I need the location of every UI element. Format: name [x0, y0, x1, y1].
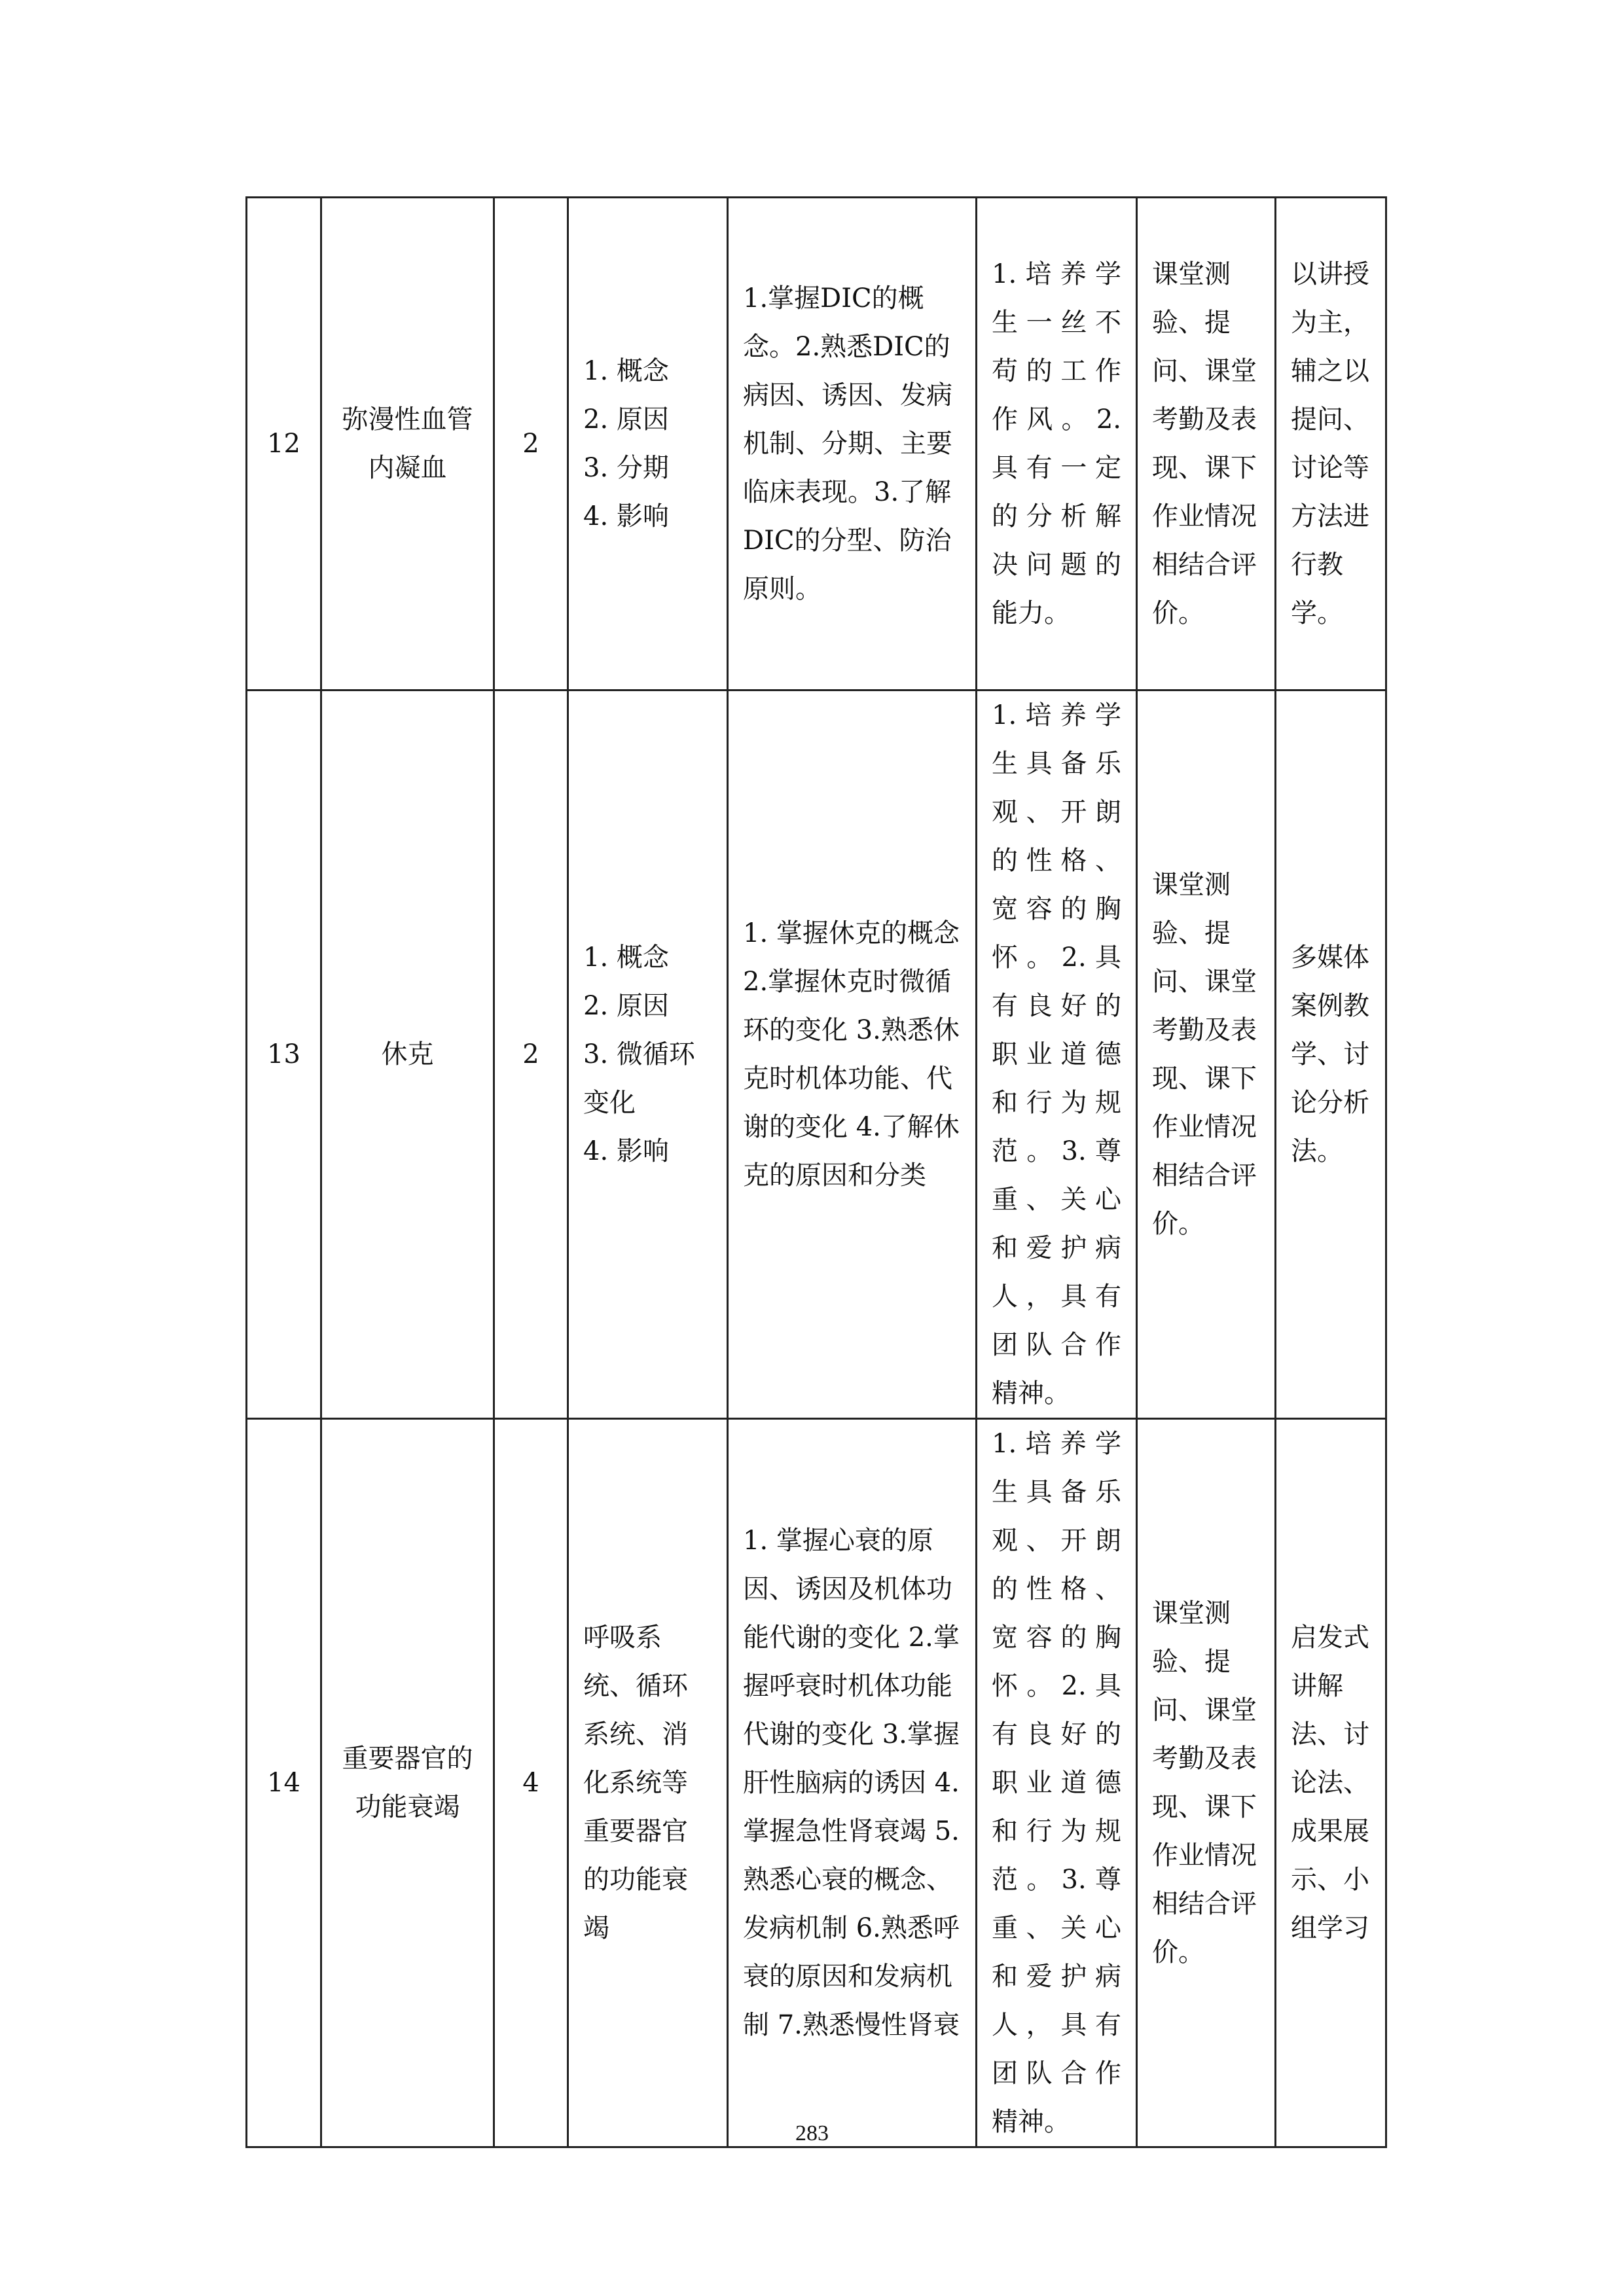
- assessment-method: 课堂测验、提问、课堂考勤及表现、课下作业情况相结合评价。: [1137, 691, 1276, 1419]
- unit-content: [568, 198, 728, 691]
- content-item: 2. 原因: [583, 991, 669, 1021]
- content-item: 2. 原因: [583, 404, 669, 435]
- table-row: [247, 691, 1386, 1419]
- table-row: [247, 1419, 1386, 2147]
- quality-target: 1.培养学生具备乐观、开朗的性格、宽容的胸怀。2.具有良好的职业道德和行为规范。3.尊重、关心和爱护病人，具有团队合作精神。: [977, 1419, 1137, 2147]
- unit-content: [568, 1419, 728, 2147]
- knowledge-target: 1.掌握DIC的概念。2.熟悉DIC的病因、诱因、发病机制、分期、主要临床表现。3.了解DIC的分型、防治原则。: [728, 198, 977, 691]
- content-item: 3. 微循环变化: [583, 1039, 695, 1118]
- content-item: 呼吸系统、循环系统、消化系统等重要器官的功能衰竭: [583, 1623, 688, 1943]
- content-item: 1. 概念: [583, 356, 669, 386]
- teaching-method: 多媒体案例教学、讨论分析法。: [1276, 691, 1386, 1419]
- teaching-method: 启发式讲解法、讨论法、成果展示、小组学习: [1276, 1419, 1386, 2147]
- knowledge-target: 1. 掌握休克的概念 2.掌握休克时微循环的变化 3.熟悉休克时机体功能、代谢的变化 4.了解休克的原因和分类: [728, 691, 977, 1419]
- course-schedule-table: [245, 196, 1387, 2148]
- unit-hours: 4: [494, 1419, 568, 2147]
- unit-content: [568, 691, 728, 1419]
- page-number: 283: [795, 2121, 829, 2145]
- unit-hours: 2: [494, 198, 568, 691]
- content-item: 3. 分期: [583, 453, 669, 483]
- knowledge-target: 1. 掌握心衰的原因、诱因及机体功能代谢的变化 2.掌握呼衰时机体功能代谢的变化 3.掌握肝性脑病的诱因 4.掌握急性肾衰竭 5.熟悉心衰的概念、发病机制 6.熟悉呼衰的原因和发病机制 7.熟悉慢性肾衰: [728, 1419, 977, 2147]
- unit-title: 重要器官的功能衰竭: [321, 1419, 494, 2147]
- unit-number: 12: [247, 198, 321, 691]
- unit-number: 13: [247, 691, 321, 1419]
- quality-target: 1.培养学生具备乐观、开朗的性格、宽容的胸怀。2.具有良好的职业道德和行为规范。3.尊重、关心和爱护病人，具有团队合作精神。: [977, 691, 1137, 1419]
- table-row: [247, 198, 1386, 691]
- unit-title: 休克: [321, 691, 494, 1419]
- unit-title: 弥漫性血管内凝血: [321, 198, 494, 691]
- quality-target: 1.培养学生一丝不苟的工作作风。2.具有一定的分析解决问题的能力。: [977, 198, 1137, 691]
- content-item: 4. 影响: [583, 501, 669, 531]
- assessment-method: 课堂测验、提问、课堂考勤及表现、课下作业情况相结合评价。: [1137, 198, 1276, 691]
- assessment-method: 课堂测验、提问、课堂考勤及表现、课下作业情况相结合评价。: [1137, 1419, 1276, 2147]
- unit-hours: 2: [494, 691, 568, 1419]
- content-item: 1. 概念: [583, 942, 669, 973]
- unit-number: 14: [247, 1419, 321, 2147]
- content-item: 4. 影响: [583, 1136, 669, 1166]
- teaching-method: 以讲授为主，辅之以提问、讨论等方法进行教学。: [1276, 198, 1386, 691]
